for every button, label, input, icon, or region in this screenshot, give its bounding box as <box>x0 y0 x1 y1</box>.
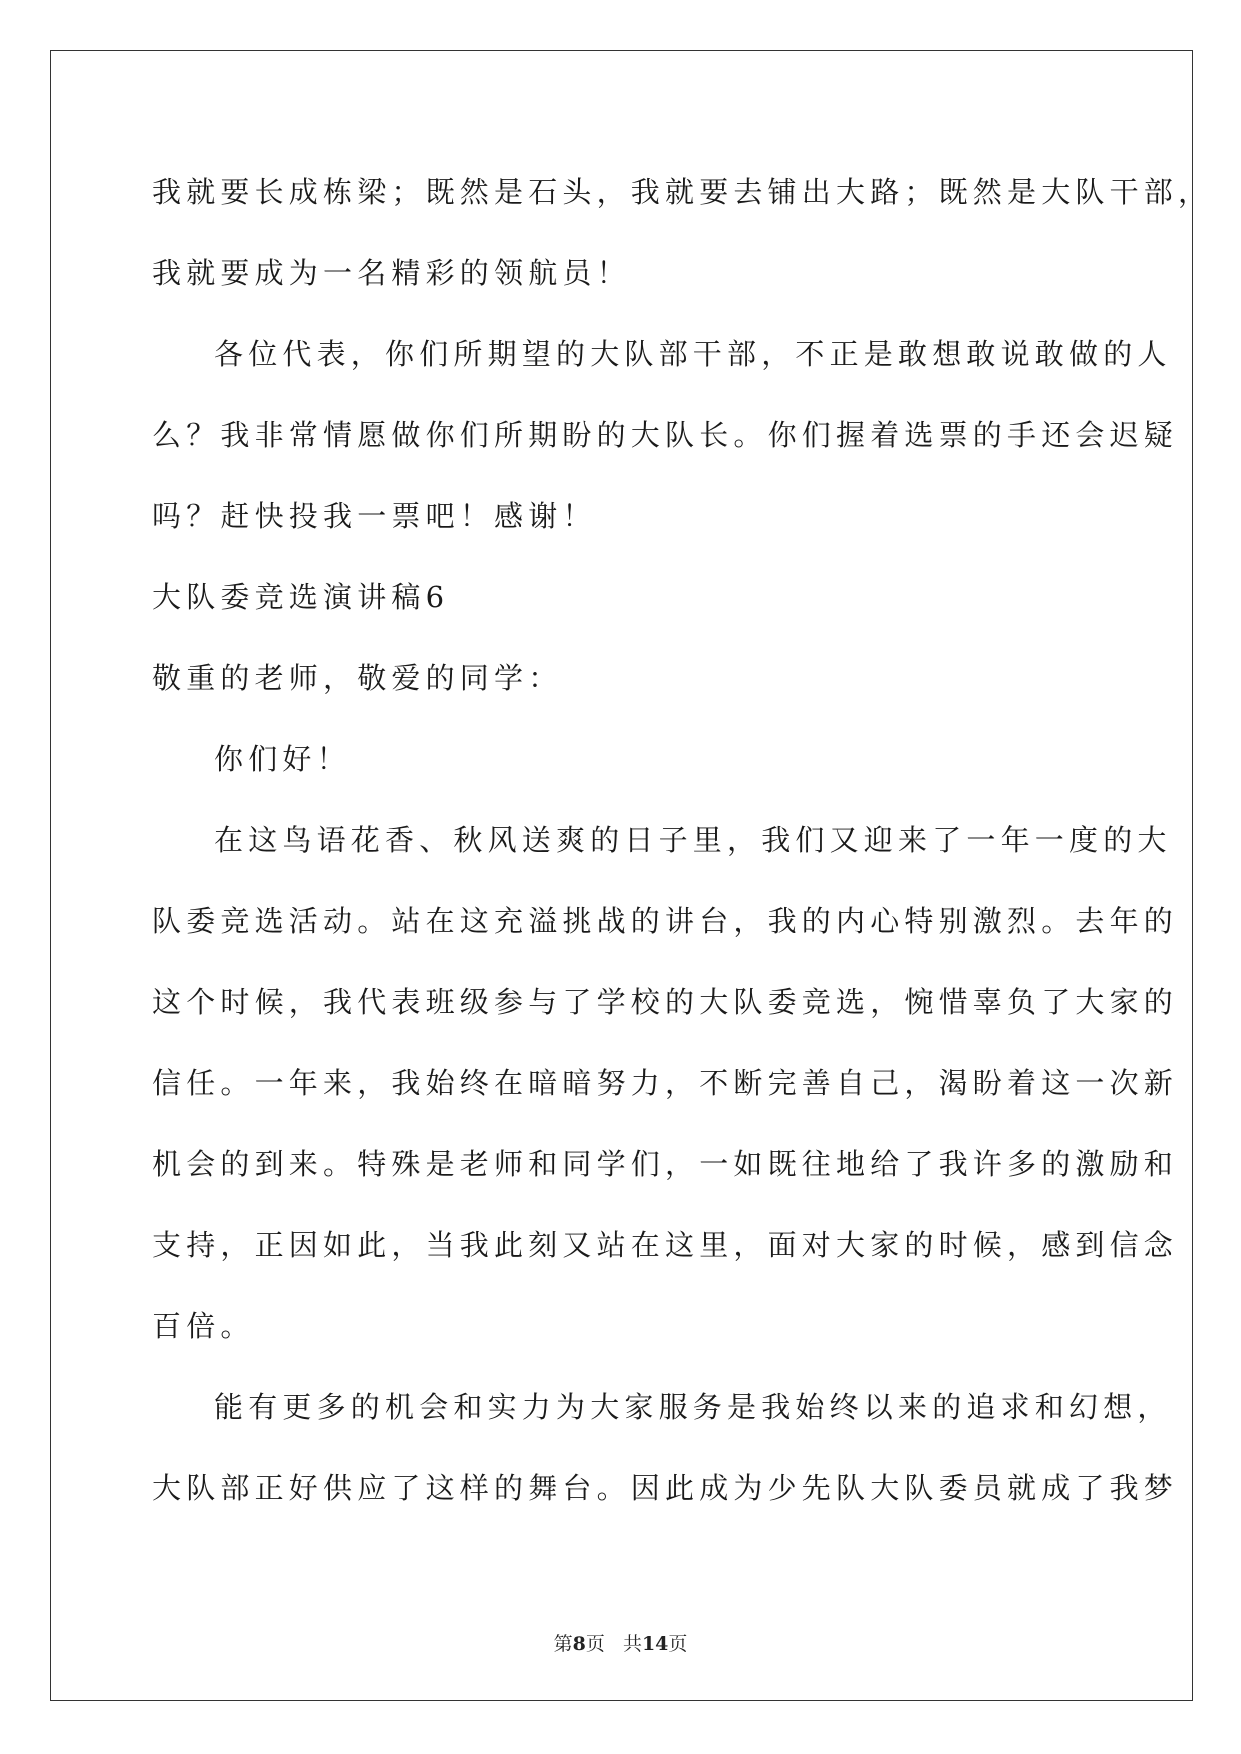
page-current: 8 <box>572 1633 586 1655</box>
text-line: 我就要长成栋梁；既然是石头，我就要去铺出大路；既然是大队干部， <box>152 175 1213 209</box>
page-suffix: 页 <box>668 1633 688 1655</box>
text-line: 队委竞选活动。站在这充溢挑战的讲台，我的内心特别激烈。去年的 <box>152 904 1179 938</box>
text-line: 么？我非常情愿做你们所期盼的大队长。你们握着选票的手还会迟疑 <box>152 418 1179 452</box>
text-line: 这个时候，我代表班级参与了学校的大队委竞选，惋惜辜负了大家的 <box>152 985 1179 1019</box>
text-line: 大队部正好供应了这样的舞台。因此成为少先队大队委员就成了我梦 <box>152 1471 1179 1505</box>
paragraph-start: 各位代表，你们所期望的大队部干部，不正是敢想敢说敢做的人 <box>214 337 1172 371</box>
text-line: 机会的到来。特殊是老师和同学们，一如既往地给了我许多的激励和 <box>152 1147 1179 1181</box>
section-heading: 大队委竞选演讲稿6 <box>152 580 450 614</box>
page-total: 14 <box>641 1633 669 1655</box>
salutation: 敬重的老师，敬爱的同学： <box>152 661 563 695</box>
paragraph-start: 在这鸟语花香、秋风送爽的日子里，我们又迎来了一年一度的大 <box>214 823 1172 857</box>
text-line: 信任。一年来，我始终在暗暗努力，不断完善自己，渴盼着这一次新 <box>152 1066 1179 1100</box>
page-footer <box>0 1629 1241 1656</box>
text-line: 支持，正因如此，当我此刻又站在这里，面对大家的时候，感到信念 <box>152 1228 1179 1262</box>
text-line: 吗？赶快投我一票吧！感谢！ <box>152 499 597 533</box>
text-line: 百倍。 <box>152 1309 255 1343</box>
text-line: 我就要成为一名精彩的领航员！ <box>152 256 631 290</box>
page-prefix: 第 <box>553 1633 573 1655</box>
greeting: 你们好！ <box>214 742 351 776</box>
document-body <box>152 152 1213 1529</box>
page-mid: 页 共 <box>585 1633 642 1655</box>
paragraph-start: 能有更多的机会和实力为大家服务是我始终以来的追求和幻想， <box>214 1390 1172 1424</box>
